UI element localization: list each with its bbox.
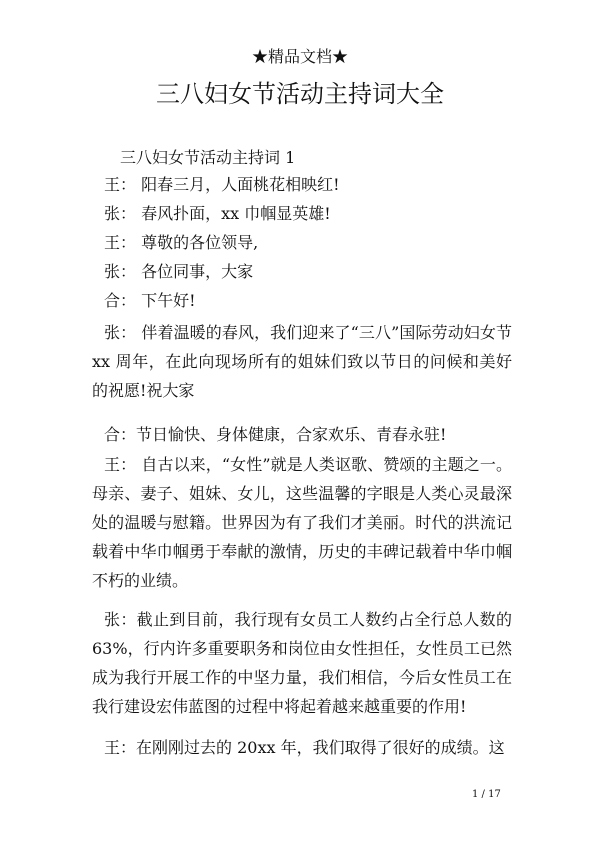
paragraph: 王：在刚刚过去的 20xx 年，我们取得了很好的成绩。这 <box>104 738 505 757</box>
section-subtitle: 三八妇女节活动主持词 1 <box>120 148 296 167</box>
paragraph: 合：节日愉快、身体健康，合家欢乐、青春永驻! <box>104 425 447 444</box>
dialogue-line: 王： 阳春三月，人面桃花相映红! <box>104 175 340 194</box>
document-header-mark: ★精品文档★ <box>251 47 348 66</box>
dialogue-line: 王： 尊敬的各位领导, <box>104 233 259 252</box>
paragraph: 王： 自古以来，“女性”就是人类讴歌、赞颂的主题之一。母亲、妻子、姐妹、女儿，这些温馨的字眼是人类心灵最深处的温暖与慰籍。世界因为有了我们才美丽。时代的洪流记载着中华巾帼勇于奉献的激情，历史的丰碑记载着中华巾帼不朽的业绩。 <box>92 455 512 590</box>
dialogue-line: 张： 春风扑面，xx 巾帼显英雄! <box>104 204 331 223</box>
document-title: 三八妇女节活动主持词大全 <box>156 80 444 108</box>
dialogue-line: 张： 各位同事，大家 <box>104 262 254 281</box>
paragraph: 张：截止到目前，我行现有女员工人数约占全行总人数的 63%，行内许多重要职务和岗位由女性担任，女性员工已然成为我行开展工作的中坚力量，我们相信，今后女性员工在我行建设宏伟蓝图的过程中将起着越来越重要的作用! <box>92 610 512 716</box>
page-number: 1 / 17 <box>472 789 501 800</box>
paragraph: 张： 伴着温暖的春风，我们迎来了“三八”国际劳动妇女节 xx 周年，在此向现场所有的姐妹们致以节日的问候和美好的祝愿!祝大家 <box>92 323 512 400</box>
dialogue-line: 合： 下午好! <box>104 291 196 310</box>
